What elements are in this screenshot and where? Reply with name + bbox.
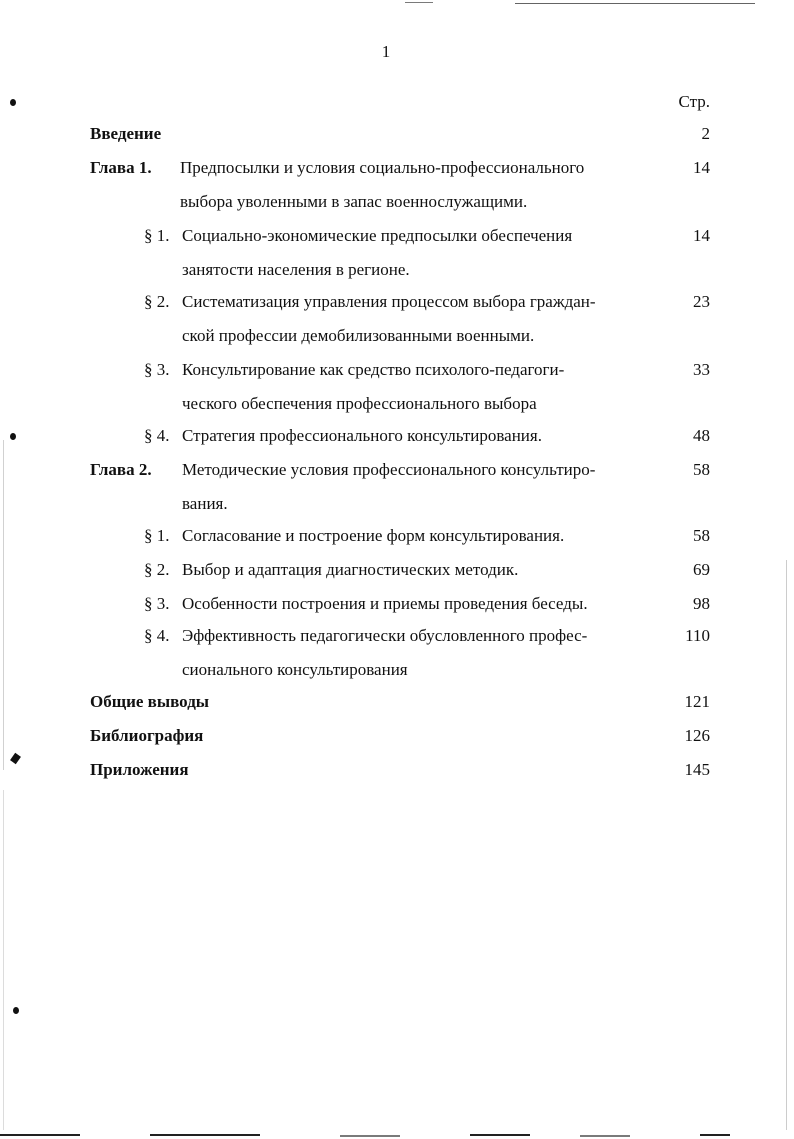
toc-page: 33 — [693, 360, 710, 379]
toc-page: 58 — [693, 460, 710, 479]
scan-edge-bottom — [340, 1135, 400, 1137]
toc-page: 14 — [693, 226, 710, 245]
scan-edge-left — [3, 440, 4, 770]
scan-edge-bottom — [150, 1134, 260, 1136]
page-number: 1 — [381, 42, 391, 61]
toc-page: 110 — [685, 626, 710, 645]
toc-page: 48 — [693, 426, 710, 445]
toc-title-line: Выбор и адаптация диагностических методик. — [182, 560, 519, 579]
toc-title-line: Согласование и построение форм консультирования. — [182, 526, 565, 545]
toc-label: Общие выводы — [90, 692, 210, 711]
toc-section-label: § 2. — [144, 292, 170, 311]
toc-section-label: § 4. — [144, 626, 170, 645]
toc-section-label: § 3. — [144, 594, 170, 613]
toc-title-line: ской профессии демобилизованными военными. — [182, 326, 535, 345]
scan-edge-bottom — [580, 1135, 630, 1137]
toc-chapter-label: Глава 2. — [90, 460, 152, 479]
toc-title-line: Предпосылки и условия социально-профессионального — [180, 158, 585, 177]
toc-page: 145 — [684, 760, 710, 779]
scan-speck — [10, 99, 16, 106]
toc-title-line: Социально-экономические предпосылки обеспечения — [182, 226, 573, 245]
scan-speck — [10, 753, 21, 764]
scan-edge-top — [515, 3, 755, 4]
toc-label: Библиография — [90, 726, 204, 745]
scan-edge-bottom — [0, 1134, 80, 1136]
scan-edge-bottom — [700, 1134, 730, 1136]
scan-speck — [13, 1007, 19, 1014]
toc-title-line: выбора уволенными в запас военнослужащими. — [180, 192, 528, 211]
toc-title-line: занятости населения в регионе. — [182, 260, 410, 279]
toc-page: 2 — [701, 124, 710, 143]
toc-title-line: Эффективность педагогически обусловленного профес- — [182, 626, 588, 645]
scan-edge-top — [405, 2, 433, 3]
toc-title-line: вания. — [182, 494, 228, 513]
page-column-label: Стр. — [678, 92, 710, 111]
toc-label: Приложения — [90, 760, 189, 779]
toc-page: 98 — [693, 594, 710, 613]
toc-label: Введение — [90, 124, 162, 143]
toc-page: 58 — [693, 526, 710, 545]
toc-page: 121 — [684, 692, 710, 711]
toc-title-line: Особенности построения и приемы проведения беседы. — [182, 594, 588, 613]
toc-section-label: § 2. — [144, 560, 170, 579]
toc-section-label: § 4. — [144, 426, 170, 445]
toc-title-line: ческого обеспечения профессионального выбора — [182, 394, 537, 413]
toc-page: 14 — [693, 158, 710, 177]
toc-page: 23 — [693, 292, 710, 311]
toc-title-line: Систематизация управления процессом выбора граждан- — [182, 292, 596, 311]
scan-edge-bottom — [470, 1134, 530, 1136]
toc-section-label: § 1. — [144, 526, 170, 545]
toc-chapter-label: Глава 1. — [90, 158, 152, 177]
scan-speck — [10, 433, 16, 440]
toc-page: 69 — [693, 560, 710, 579]
toc-section-label: § 1. — [144, 226, 170, 245]
toc-title-line: сионального консультирования — [182, 660, 408, 679]
scan-edge-right — [786, 560, 787, 1130]
toc-title-line: Методические условия профессионального консультиро- — [182, 460, 596, 479]
toc-title-line: Консультирование как средство психолого-педагоги- — [182, 360, 565, 379]
toc-title-line: Стратегия профессионального консультирования. — [182, 426, 542, 445]
toc-page: 126 — [684, 726, 710, 745]
scan-edge-left — [3, 790, 4, 1130]
toc-section-label: § 3. — [144, 360, 170, 379]
